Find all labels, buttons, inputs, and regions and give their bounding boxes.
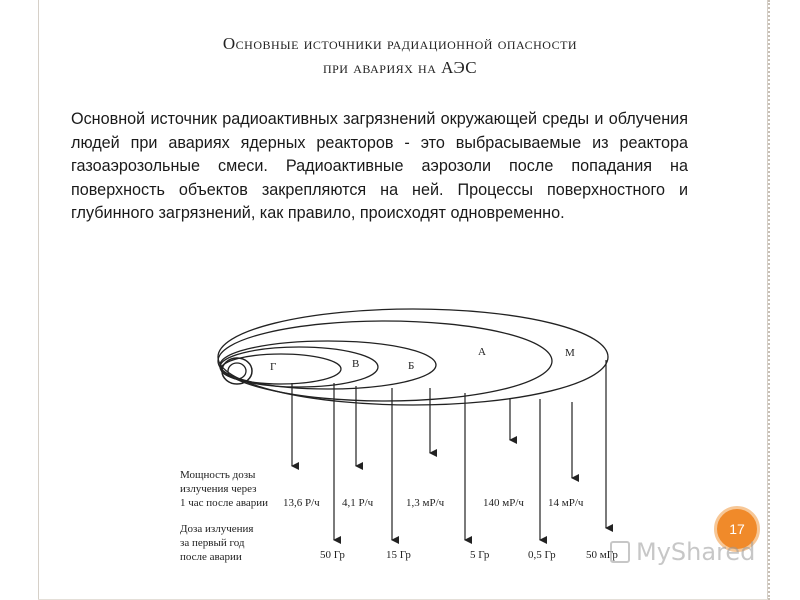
body-paragraph: Основной источник радиоактивных загрязнений окружающей среды и облучения людей при авариях ядерных реакторов - это выбрасываемые из реактора газоаэрозольные смеси. Радиоактивные аэрозоли после попадания на поверхность объектов закрепляются на ней. Процессы поверхностного и глубинного загрязнений, как правило, происходят одновременно. (71, 110, 688, 223)
row2-label-line2: за первый год (180, 537, 245, 549)
watermark-text: MyShared (636, 538, 756, 566)
source-circle-inner (228, 363, 246, 379)
dose-v: 15 Гр (386, 549, 411, 561)
dose-rate-g: 13,6 Р/ч (283, 497, 320, 509)
dose-a: 0,5 Гр (528, 549, 556, 561)
row1-label-line1: Мощность дозы (180, 469, 256, 481)
dose-m: 50 мГр (586, 549, 618, 561)
zone-ellipse-a (218, 321, 552, 401)
slide-title-line2: при авариях на АЭС (322, 58, 478, 77)
zone-ellipse-m (218, 309, 608, 405)
dose-g: 50 Гр (320, 549, 345, 561)
page-number-badge: 17 (714, 506, 760, 552)
row1-label-line3: 1 час после аварии (180, 497, 269, 509)
row1-label-line2: излучения через (180, 483, 257, 495)
dose-rate-v: 4,1 Р/ч (342, 497, 374, 509)
watermark-logo (610, 538, 755, 566)
zone-label-m: М (565, 347, 575, 359)
slide-title-line1: Основные источники радиационной опасности (222, 34, 578, 53)
zone-label-g: Г (270, 361, 277, 373)
dose-rate-m: 14 мР/ч (548, 497, 584, 509)
dose-rate-b: 1,3 мР/ч (406, 497, 445, 509)
row2-label-line1: Доза излучения (180, 523, 254, 535)
dose-rate-a: 140 мР/ч (483, 497, 524, 509)
zone-label-b: Б (408, 360, 415, 372)
row2-label-line3: после аварии (180, 551, 242, 563)
zone-label-v: В (352, 358, 360, 370)
presentation-icon (610, 541, 630, 563)
zone-label-a: А (478, 346, 486, 358)
dose-b: 5 Гр (470, 549, 490, 561)
